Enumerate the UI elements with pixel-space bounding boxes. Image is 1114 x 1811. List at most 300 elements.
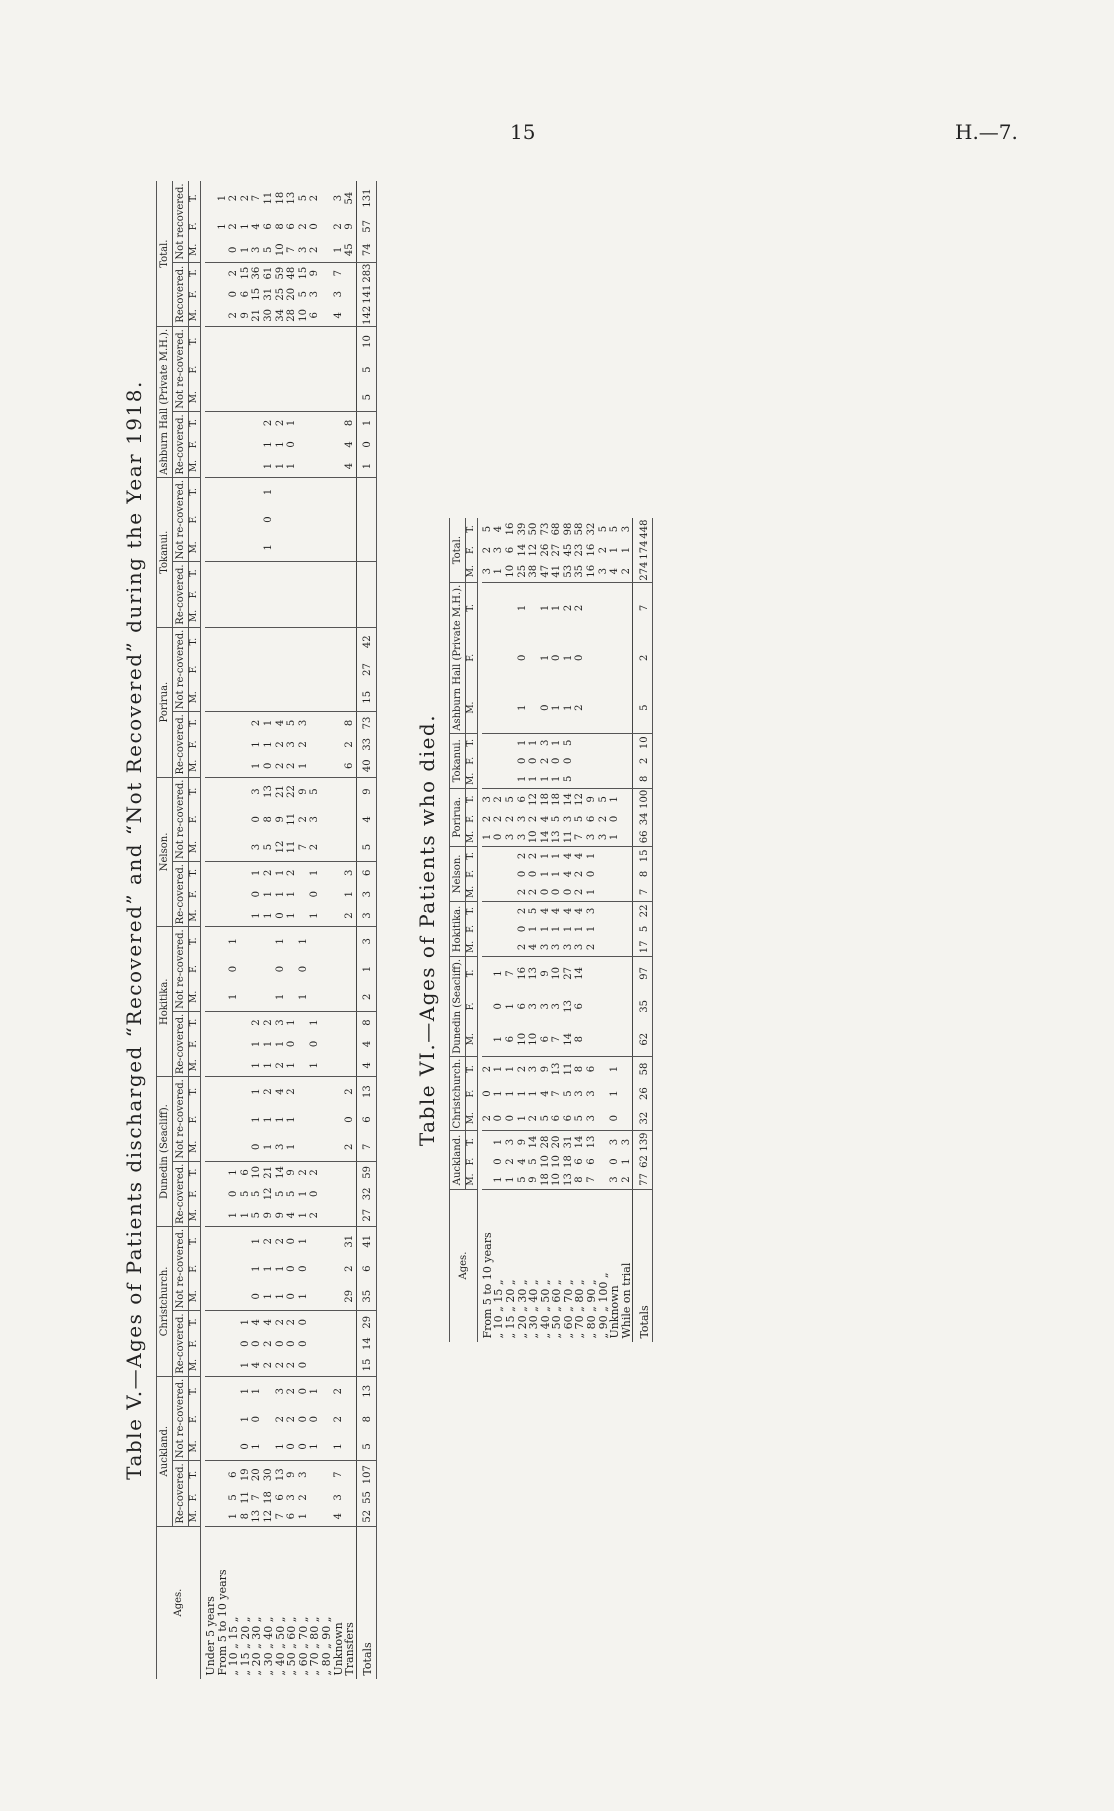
table5-cell bbox=[228, 1406, 240, 1433]
table6-cell: 1 bbox=[539, 604, 551, 612]
table6-mft-header: M. bbox=[465, 1171, 477, 1190]
table5-cell bbox=[263, 584, 275, 605]
table5-cell: 1 bbox=[286, 1133, 298, 1161]
table5-cell bbox=[321, 1376, 333, 1405]
table5-row bbox=[275, 181, 287, 1678]
table6-mft-header: M. bbox=[465, 828, 477, 847]
table5-cell: 1 bbox=[333, 238, 345, 262]
table5-cell: 61 bbox=[262, 266, 274, 280]
table5-cell bbox=[205, 1077, 217, 1106]
table5-cell bbox=[240, 777, 252, 806]
table5-cell bbox=[321, 262, 333, 284]
table5-cell bbox=[217, 562, 229, 584]
table6-cell bbox=[621, 582, 633, 633]
table5-cell: 1 bbox=[251, 1088, 263, 1095]
table6-cell bbox=[493, 901, 505, 920]
table6-total-cell: 35 bbox=[633, 990, 653, 1023]
table5-cell bbox=[321, 656, 333, 684]
table5-cell bbox=[333, 656, 345, 684]
table5-cell bbox=[228, 1333, 240, 1354]
table5-cell: 3 bbox=[332, 291, 344, 298]
table6-cell bbox=[598, 633, 610, 682]
table5-cell bbox=[298, 1033, 310, 1054]
table6-cell: 0 bbox=[574, 654, 586, 661]
table5-cell: 30 bbox=[263, 305, 275, 327]
table6-cell: 3 bbox=[586, 1106, 598, 1131]
table6-cell: 0 bbox=[516, 757, 528, 764]
table5-cell: 45 bbox=[344, 238, 356, 262]
table5-cell bbox=[321, 284, 333, 305]
table6-cell: 2 bbox=[516, 907, 528, 915]
table5-subheader: Re-covered. bbox=[173, 862, 189, 927]
table5-cell: 0 bbox=[239, 1340, 251, 1347]
table5-cell bbox=[240, 1226, 252, 1255]
table5-cell bbox=[228, 712, 240, 734]
table6-cell: 1 bbox=[609, 796, 621, 803]
table6-cell: 12 bbox=[574, 792, 586, 806]
table5-total-cell: 15 bbox=[356, 683, 376, 711]
table6-cell: 5 bbox=[574, 815, 586, 823]
table6-cell: 1 bbox=[493, 1171, 505, 1190]
table5-cell bbox=[205, 1226, 217, 1255]
table5-cell bbox=[298, 434, 310, 455]
table6-cell bbox=[598, 1106, 610, 1131]
table6-cell: 8 bbox=[574, 1171, 586, 1190]
table5-cell: 2 bbox=[286, 1388, 298, 1395]
table5-cell bbox=[228, 1354, 240, 1376]
table6-cell: 9 bbox=[528, 1171, 540, 1190]
table5-cell: 1 bbox=[262, 1040, 274, 1048]
table6-cell: 1 bbox=[516, 1090, 528, 1097]
table6-cell bbox=[505, 920, 517, 938]
table5-cell bbox=[228, 1077, 240, 1106]
table5-total-cell: 35 bbox=[356, 1282, 376, 1311]
table5-cell: 3 bbox=[251, 788, 263, 795]
table5-cell: 1 bbox=[228, 1507, 240, 1526]
table6-cell: 12 bbox=[528, 792, 540, 806]
table5-cell bbox=[344, 1033, 356, 1054]
table5-cell: 3 bbox=[332, 1494, 344, 1501]
table5-cell bbox=[333, 1204, 345, 1226]
table5 bbox=[156, 181, 377, 1678]
table6-cell: 2 bbox=[597, 815, 609, 823]
table5-cell: 1 bbox=[309, 1019, 321, 1026]
table5-cell: 0 bbox=[251, 1282, 263, 1311]
table5-cell: 0 bbox=[286, 1040, 298, 1048]
table5-cell: 1 bbox=[297, 1238, 309, 1245]
table5-cell bbox=[205, 1461, 217, 1488]
table6-cell: 47 bbox=[540, 561, 552, 583]
table5-cell bbox=[205, 326, 217, 356]
table6-row bbox=[482, 518, 494, 1341]
table5-total-cell: 57 bbox=[356, 215, 376, 238]
table6-cell: 0 bbox=[493, 828, 505, 847]
table6-row bbox=[621, 518, 633, 1341]
table5-cell bbox=[309, 1461, 321, 1488]
table5-cell bbox=[205, 777, 217, 806]
table5-subheader: Re-covered. bbox=[173, 562, 189, 627]
table5-cell: 12 bbox=[263, 1507, 275, 1526]
table5-cell bbox=[251, 506, 263, 533]
table6-cell: 6 bbox=[540, 1023, 552, 1057]
table5-cell: 3 bbox=[275, 1133, 287, 1161]
table6-cell: 14 bbox=[540, 828, 552, 847]
table5-cell bbox=[309, 656, 321, 684]
table6-total-cell: 139 bbox=[633, 1131, 653, 1153]
table5-cell bbox=[251, 656, 263, 684]
table5-cell: 10 bbox=[298, 305, 310, 327]
table5-cell bbox=[263, 683, 275, 711]
table5-cell bbox=[205, 1133, 217, 1161]
table6-cell: 1 bbox=[540, 770, 552, 789]
table6-cell bbox=[609, 956, 621, 990]
table5-cell: 1 bbox=[216, 223, 228, 230]
table5-cell: 1 bbox=[262, 741, 274, 748]
table6-cell: 1 bbox=[574, 925, 586, 933]
table5-cell bbox=[333, 955, 345, 982]
table5-cell bbox=[333, 356, 345, 383]
table5-cell bbox=[217, 683, 229, 711]
table5-total-cell: 40 bbox=[356, 755, 376, 777]
table5-cell bbox=[205, 412, 217, 434]
table5-cell bbox=[217, 712, 229, 734]
table5-cell: 1 bbox=[344, 890, 356, 898]
table5-cell: 1 bbox=[274, 890, 286, 898]
table5-cell bbox=[286, 656, 298, 684]
table6-cell: 10 bbox=[551, 967, 563, 980]
table5-cell bbox=[251, 584, 263, 605]
table6-cell: 2 bbox=[504, 1158, 516, 1165]
table5-cell bbox=[333, 777, 345, 806]
table5-cell bbox=[298, 683, 310, 711]
table5-cell bbox=[240, 1033, 252, 1054]
table5-row bbox=[251, 181, 263, 1678]
table6-cell bbox=[598, 1153, 610, 1171]
table5-mft-header: F. bbox=[189, 434, 201, 455]
table6-row-label: From 5 to 10 years bbox=[480, 1232, 494, 1339]
table5-cell: 1 bbox=[286, 905, 298, 927]
table6-cell: 14 bbox=[574, 1135, 586, 1149]
table5-institution-header: Nelson. bbox=[157, 777, 173, 927]
table5-cell: 1 bbox=[286, 419, 298, 427]
table6-cell bbox=[493, 883, 505, 902]
table6-cell: 4 bbox=[562, 907, 574, 915]
table5-cell: 2 bbox=[309, 194, 321, 202]
table6-cell: 3 bbox=[551, 938, 563, 957]
table6-cell: 2 bbox=[528, 1106, 540, 1131]
table6-total-cell: 62 bbox=[633, 1023, 653, 1057]
table5-mft-header: M. bbox=[189, 238, 201, 262]
table6-cell: 14 bbox=[528, 1135, 540, 1149]
table6-cell: 39 bbox=[516, 522, 528, 536]
table5-cell bbox=[217, 605, 229, 627]
table6-cell: 58 bbox=[574, 522, 586, 536]
table5-cell bbox=[321, 955, 333, 982]
table5-cell bbox=[321, 1106, 333, 1133]
table5-title: Table V.—Ages of Patients discharged “Recovered” and “Not Recovered” during the Year 1918. bbox=[122, 380, 146, 1480]
table5-cell bbox=[217, 284, 229, 305]
table5-mft-header: M. bbox=[189, 533, 201, 562]
table5-cell bbox=[240, 562, 252, 584]
table5-cell: 3 bbox=[309, 291, 321, 298]
table5-cell: 8 bbox=[240, 1507, 252, 1526]
table6-cell: 7 bbox=[504, 970, 516, 977]
table5-cell bbox=[205, 181, 217, 214]
table5-subheader: Not re-covered. bbox=[173, 326, 189, 411]
table6-institution-header: Christchurch. bbox=[449, 1056, 465, 1131]
table6-cell bbox=[482, 901, 494, 920]
table5-cell bbox=[205, 605, 217, 627]
table5-cell bbox=[333, 383, 345, 411]
table6-cell: 1 bbox=[551, 682, 563, 733]
table5-mft-header: M. bbox=[189, 1354, 201, 1376]
table5-cell bbox=[217, 1133, 229, 1161]
table6-cell bbox=[505, 770, 517, 789]
table6-cell: 0 bbox=[516, 925, 528, 933]
table6-cell bbox=[598, 682, 610, 733]
table5-cell bbox=[205, 1376, 217, 1405]
table5-cell: 1 bbox=[274, 1040, 286, 1048]
table5-mft-header: T. bbox=[189, 627, 201, 656]
table5-mft-header: T. bbox=[189, 326, 201, 356]
table5-cell bbox=[228, 1055, 240, 1077]
table5-cell bbox=[321, 777, 333, 806]
table6-cell: 3 bbox=[528, 1003, 540, 1010]
table5-cell bbox=[321, 1333, 333, 1354]
table5-cell bbox=[321, 1204, 333, 1226]
table5-cell: 2 bbox=[239, 194, 251, 202]
table6-mft-header: T. bbox=[465, 846, 477, 865]
table6-cell bbox=[493, 865, 505, 883]
table6-row-label: „ 80 „ 90 „ bbox=[585, 1279, 599, 1339]
table6-cell: 5 bbox=[574, 1106, 586, 1131]
table5-total-cell: 142 bbox=[356, 305, 376, 327]
table6-cell: 1 bbox=[504, 1003, 516, 1010]
table5-row bbox=[321, 181, 333, 1678]
table5-cell bbox=[228, 477, 240, 505]
table5-cell bbox=[217, 1226, 229, 1255]
table5-cell bbox=[240, 533, 252, 562]
table5-cell bbox=[263, 1376, 275, 1405]
table5-total-cell bbox=[356, 605, 376, 627]
table6-cell: 5 bbox=[562, 739, 574, 746]
table6-cell: 1 bbox=[609, 828, 621, 847]
table5-row-label: „ 10 „ 15 „ bbox=[227, 1616, 241, 1676]
table5-cell: 2 bbox=[344, 1265, 356, 1272]
table6-cell: 4 bbox=[539, 815, 551, 823]
table6-cell: 7 bbox=[551, 1023, 563, 1057]
table5-institution-header: Auckland. bbox=[157, 1376, 173, 1526]
table6-institution-header: Total. bbox=[449, 518, 465, 582]
table5-cell bbox=[275, 326, 287, 356]
table5-cell: 3 bbox=[309, 816, 321, 823]
table5-cell bbox=[321, 1461, 333, 1488]
table6 bbox=[449, 518, 654, 1341]
table6-cell bbox=[609, 1023, 621, 1057]
table6-cell bbox=[482, 1171, 494, 1190]
table5-cell bbox=[205, 1106, 217, 1133]
table5-mft-header: M. bbox=[189, 383, 201, 411]
table6-cell bbox=[505, 682, 517, 733]
table6-cell bbox=[482, 865, 494, 883]
table5-cell bbox=[321, 305, 333, 327]
table5-cell: 1 bbox=[297, 938, 309, 945]
table6-cell: 6 bbox=[516, 796, 528, 803]
table6-total-cell: 174 bbox=[633, 540, 653, 561]
table5-cell bbox=[321, 1406, 333, 1433]
table5-mft-header: T. bbox=[189, 1461, 201, 1488]
table6-mft-header: F. bbox=[465, 865, 477, 883]
table6-cell: 0 bbox=[516, 654, 528, 661]
table5-cell bbox=[286, 605, 298, 627]
table5-cell bbox=[240, 383, 252, 411]
table6-cell: 1 bbox=[551, 739, 563, 746]
table5-cell bbox=[263, 627, 275, 656]
table6-cell bbox=[621, 883, 633, 902]
table5-total-cell: 1 bbox=[356, 955, 376, 982]
table6-total-cell: 274 bbox=[633, 561, 653, 583]
table6-cell: 5 bbox=[597, 525, 609, 533]
table6-cell: 10 bbox=[505, 561, 517, 583]
table6-row bbox=[563, 518, 575, 1341]
table5-cell bbox=[333, 1282, 345, 1311]
table6-mft-header: M. bbox=[465, 938, 477, 957]
table5-cell bbox=[333, 434, 345, 455]
table5-cell: 2 bbox=[297, 1494, 309, 1501]
table5-cell bbox=[333, 1106, 345, 1133]
table5-cell bbox=[298, 356, 310, 383]
table5-cell bbox=[344, 1183, 356, 1204]
table5-cell: 1 bbox=[262, 441, 274, 448]
table6-institution-header: Ashburn Hall (Private M.H.). bbox=[449, 582, 465, 733]
table5-cell bbox=[217, 1106, 229, 1133]
table5-cell: 1 bbox=[228, 983, 240, 1012]
rotated-page-content bbox=[120, 160, 980, 1700]
table5-cell bbox=[205, 1333, 217, 1354]
table5-cell bbox=[298, 412, 310, 434]
table5-cell bbox=[240, 927, 252, 955]
table6-cell: 10 bbox=[517, 1023, 529, 1057]
table6-total-cell: 32 bbox=[633, 1106, 653, 1131]
table6-cell: 1 bbox=[609, 546, 621, 554]
table5-cell bbox=[344, 477, 356, 505]
table6-cell bbox=[621, 990, 633, 1023]
table5-cell: 2 bbox=[309, 833, 321, 861]
table5-cell bbox=[309, 533, 321, 562]
table5-cell: 6 bbox=[262, 223, 274, 230]
table6-cell: 0 bbox=[609, 815, 621, 823]
table6-cell: 2 bbox=[621, 1171, 633, 1190]
table5-cell bbox=[217, 455, 229, 477]
table5-mft-header: T. bbox=[189, 777, 201, 806]
table6-cell: 11 bbox=[563, 828, 575, 847]
table5-cell bbox=[344, 627, 356, 656]
table6-cell: 14 bbox=[516, 543, 528, 557]
table5-cell bbox=[217, 1183, 229, 1204]
table5-cell bbox=[344, 356, 356, 383]
table6-cell bbox=[598, 956, 610, 990]
table5-totals-row bbox=[356, 181, 376, 1678]
table6-cell: 1 bbox=[528, 739, 540, 746]
table5-mft-header: M. bbox=[189, 305, 201, 327]
table6-cell: 1 bbox=[586, 925, 598, 933]
table5-cell bbox=[321, 1255, 333, 1282]
table5-cell bbox=[321, 627, 333, 656]
table5-cell: 5 bbox=[263, 238, 275, 262]
table6-cell: 28 bbox=[539, 1135, 551, 1149]
table5-cell bbox=[217, 833, 229, 861]
table5-cell bbox=[309, 1226, 321, 1255]
table5-cell bbox=[309, 955, 321, 982]
table5-cell bbox=[217, 262, 229, 284]
table5-cell bbox=[275, 584, 287, 605]
table5-row-label: Unknown bbox=[331, 1622, 345, 1676]
table5-cell: 1 bbox=[286, 1116, 298, 1123]
table5-cell: 31 bbox=[344, 1234, 356, 1248]
table5-cell: 2 bbox=[228, 223, 240, 230]
table5-cell bbox=[228, 627, 240, 656]
table5-cell: 0 bbox=[240, 1433, 252, 1461]
table6-cell: 2 bbox=[574, 682, 586, 733]
table5-cell bbox=[344, 833, 356, 861]
table5-cell bbox=[321, 806, 333, 834]
table5-cell bbox=[321, 927, 333, 955]
table6-cell: 2 bbox=[481, 815, 493, 823]
table5-cell: 1 bbox=[309, 1055, 321, 1077]
table6-cell: 0 bbox=[551, 654, 563, 661]
table5-cell: 2 bbox=[228, 305, 240, 327]
table5-cell: 2 bbox=[344, 905, 356, 927]
table5-total-cell: 42 bbox=[356, 627, 376, 656]
table5-cell bbox=[309, 712, 321, 734]
table5-row bbox=[205, 181, 217, 1678]
table5-subheader: Re-covered. bbox=[173, 1161, 189, 1226]
table6-cell: 1 bbox=[551, 870, 563, 878]
table6-cell: 2 bbox=[539, 757, 551, 764]
table5-row-label: „ 70 „ 80 „ bbox=[308, 1616, 322, 1676]
table5-cell: 2 bbox=[309, 1169, 321, 1176]
table6-cell: 6 bbox=[551, 1106, 563, 1131]
table6-cell: 1 bbox=[562, 654, 574, 661]
table5-cell: 5 bbox=[297, 194, 309, 202]
table6-cell: 1 bbox=[516, 739, 528, 746]
table6-cell bbox=[493, 633, 505, 682]
table5-cell bbox=[309, 1311, 321, 1333]
table5-cell bbox=[298, 477, 310, 505]
table5-cell: 9 bbox=[240, 305, 252, 327]
table5-cell bbox=[286, 383, 298, 411]
table5-institution-header: Dunedin (Seacliff). bbox=[157, 1077, 173, 1227]
table5-cell: 1 bbox=[298, 1282, 310, 1311]
table5-cell bbox=[321, 1077, 333, 1106]
table5-mft-header: M. bbox=[189, 1507, 201, 1526]
table5-cell bbox=[240, 605, 252, 627]
table5-subheader: Not recovered. bbox=[173, 181, 189, 262]
table6-cell: 3 bbox=[539, 739, 551, 746]
table6-cell: 1 bbox=[539, 852, 551, 860]
table6-cell: 2 bbox=[481, 1065, 493, 1073]
table5-cell bbox=[217, 1255, 229, 1282]
table5-mft-header: M. bbox=[189, 683, 201, 711]
table5-cell bbox=[217, 955, 229, 982]
table5-total-cell bbox=[356, 506, 376, 533]
table5-cell: 13 bbox=[262, 785, 274, 798]
table5-cell bbox=[205, 1204, 217, 1226]
table5-cell bbox=[321, 506, 333, 533]
table6-cell bbox=[482, 1023, 494, 1057]
table6-cell: 3 bbox=[620, 525, 632, 533]
table5-total-cell: 7 bbox=[356, 1133, 376, 1161]
